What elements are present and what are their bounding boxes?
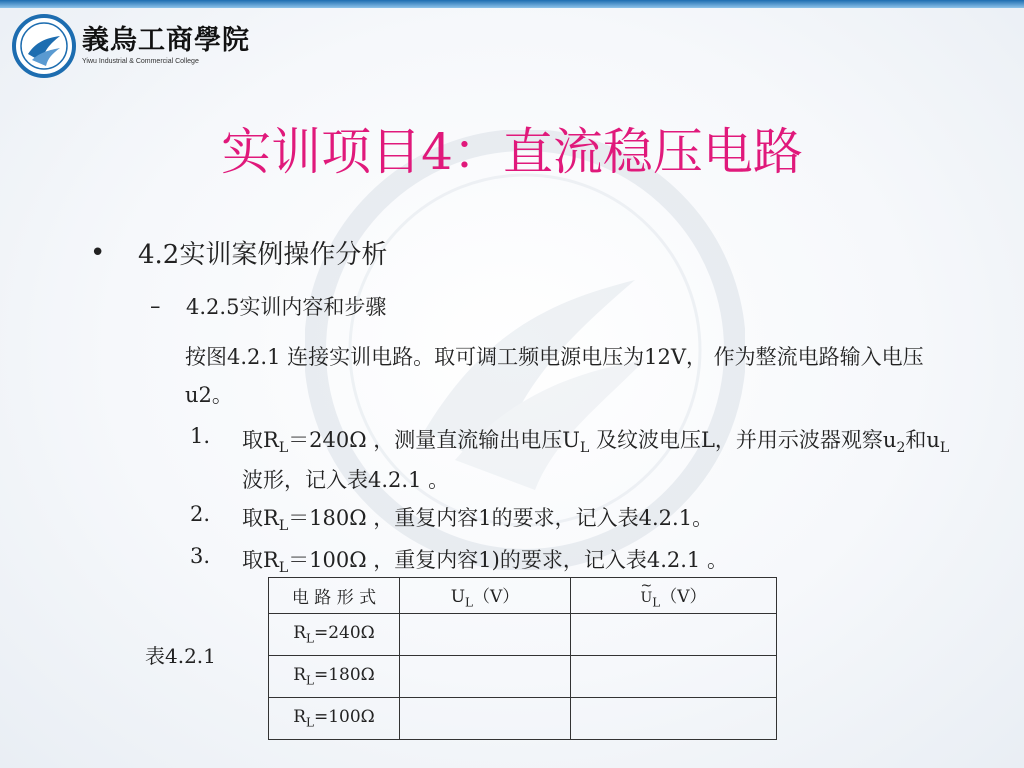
table-row — [269, 656, 777, 698]
row-label: $R_L=100\Omega$ — [269, 698, 400, 740]
step-item-2 — [190, 502, 950, 542]
cell-ripple[interactable] — [571, 698, 777, 740]
bullet-text: 4.2实训案例操作分析 — [138, 240, 388, 270]
step-number: 2. — [190, 502, 211, 527]
step-number: 1. — [190, 424, 211, 448]
table-caption: 表4.2.1 — [145, 644, 216, 668]
header-ul-ripple: ~ $U_L(V)$ — [571, 578, 777, 614]
cell-ripple[interactable] — [571, 656, 777, 698]
header-ul-dc: $U_L(V)$ — [400, 578, 571, 614]
college-name-cn: 義烏工商學院 — [82, 25, 250, 56]
bullet-marker: • — [90, 237, 106, 268]
step-list — [190, 424, 950, 585]
step-text: 取$R_L=180\Omega$ ，重复内容1的要求，记入表4.2.1。 — [242, 506, 714, 535]
step-item-1 — [190, 424, 950, 496]
instruction-paragraph: 按图4.2.1 连接实训电路。取可调工频电源电压为12V， 作为整流电路输入电压u2。 — [185, 345, 924, 407]
step-text: 取$R_L=240\Omega$ ，测量直流输出电压$U_L$ 及纹波电压L，并用示波器观察$u_2$和$u_L$波形，记入表4.2.1 。 — [242, 428, 950, 493]
cell-ul[interactable] — [400, 656, 571, 698]
college-name-en: Yiwu Industrial & Commercial College — [82, 58, 199, 65]
table-row — [269, 614, 777, 656]
college-emblem-icon — [12, 14, 76, 78]
college-logo — [12, 14, 250, 78]
table-row — [269, 698, 777, 740]
measurement-table — [268, 577, 777, 740]
row-label: $R_L=240\Omega$ — [269, 614, 400, 656]
header-circuit-form: 电 路 形 式 — [269, 578, 400, 614]
slide-title: 实训项目4：直流稳压电路 — [221, 123, 803, 181]
bullet-level2 — [150, 291, 386, 321]
row-label: $R_L=180\Omega$ — [269, 656, 400, 698]
table-header-row — [269, 578, 777, 614]
cell-ul[interactable] — [400, 614, 571, 656]
sub-bullet-marker: – — [150, 294, 161, 318]
cell-ul[interactable] — [400, 698, 571, 740]
cell-ripple[interactable] — [571, 614, 777, 656]
sub-bullet-text: 4.2.5实训内容和步骤 — [186, 295, 387, 319]
top-accent-bar — [0, 0, 1024, 8]
step-text: 取$R_L=100\Omega$ ，重复内容1)的要求，记入表4.2.1 。 — [242, 548, 728, 577]
step-number: 3. — [190, 544, 211, 569]
bullet-level1 — [90, 234, 387, 271]
